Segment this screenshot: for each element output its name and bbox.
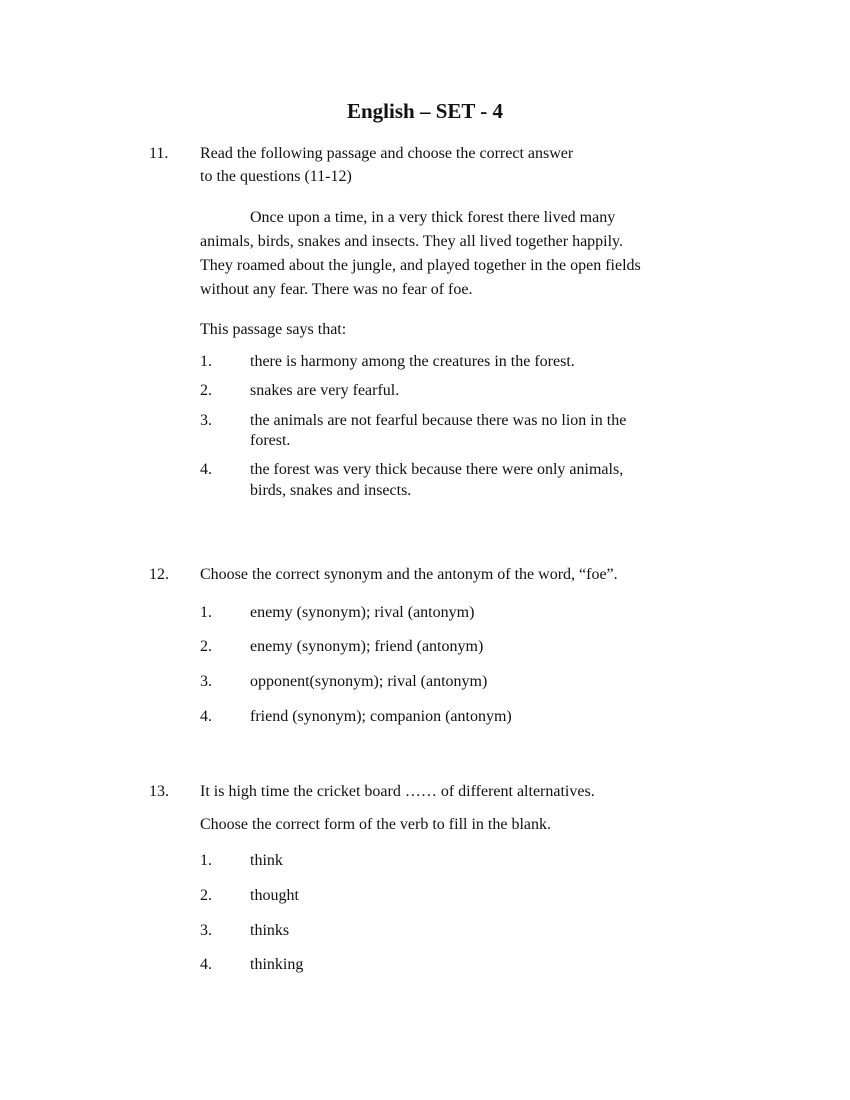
question-prompt: This passage says that:	[200, 321, 347, 338]
option-number: 2.	[200, 638, 212, 655]
question-number: 11.	[149, 145, 169, 162]
page-title: English – SET - 4	[346, 99, 503, 123]
question-number: 12.	[149, 566, 169, 583]
question-prompt: It is high time the cricket board …… of different alternatives.	[200, 783, 595, 800]
option-text: birds, snakes and insects.	[250, 482, 412, 499]
option-number: 4.	[200, 956, 212, 973]
option-text: thinks	[250, 922, 290, 939]
question-instruction: Read the following passage and choose the correct answer	[200, 145, 574, 162]
option-number: 1.	[200, 852, 212, 869]
option-text: the animals are not fearful because there was no lion in the	[250, 412, 627, 429]
option-text: thought	[250, 887, 299, 904]
option-text: the forest was very thick because there were only animals,	[250, 461, 624, 478]
option-number: 1.	[200, 353, 212, 370]
option-text: friend (synonym); companion (antonym)	[250, 708, 512, 725]
option-number: 3.	[200, 673, 212, 690]
option-number: 2.	[200, 382, 212, 399]
option-text: enemy (synonym); friend (antonym)	[250, 638, 484, 655]
passage-line: without any fear. There was no fear of foe.	[200, 281, 473, 298]
option-text: enemy (synonym); rival (antonym)	[250, 604, 475, 621]
option-text: think	[250, 852, 283, 869]
option-number: 4.	[200, 708, 212, 725]
question-number: 13.	[149, 783, 169, 800]
question-instruction: to the questions (11-12)	[200, 168, 352, 185]
option-number: 3.	[200, 412, 212, 429]
option-text: forest.	[250, 432, 291, 449]
passage-line: animals, birds, snakes and insects. They all lived together happily.	[200, 233, 624, 250]
question-prompt: Choose the correct synonym and the antonym of the word, “foe”.	[200, 566, 618, 583]
option-text: there is harmony among the creatures in the forest.	[250, 353, 575, 370]
passage-line: They roamed about the jungle, and played together in the open fields	[200, 257, 641, 274]
option-number: 1.	[200, 604, 212, 621]
option-number: 3.	[200, 922, 212, 939]
question-instruction: Choose the correct form of the verb to fill in the blank.	[200, 816, 552, 833]
option-text: thinking	[250, 956, 304, 973]
option-number: 4.	[200, 461, 212, 478]
option-text: opponent(synonym); rival (antonym)	[250, 673, 488, 690]
option-number: 2.	[200, 887, 212, 904]
option-text: snakes are very fearful.	[250, 382, 400, 399]
passage-line: Once upon a time, in a very thick forest there lived many	[250, 209, 616, 226]
